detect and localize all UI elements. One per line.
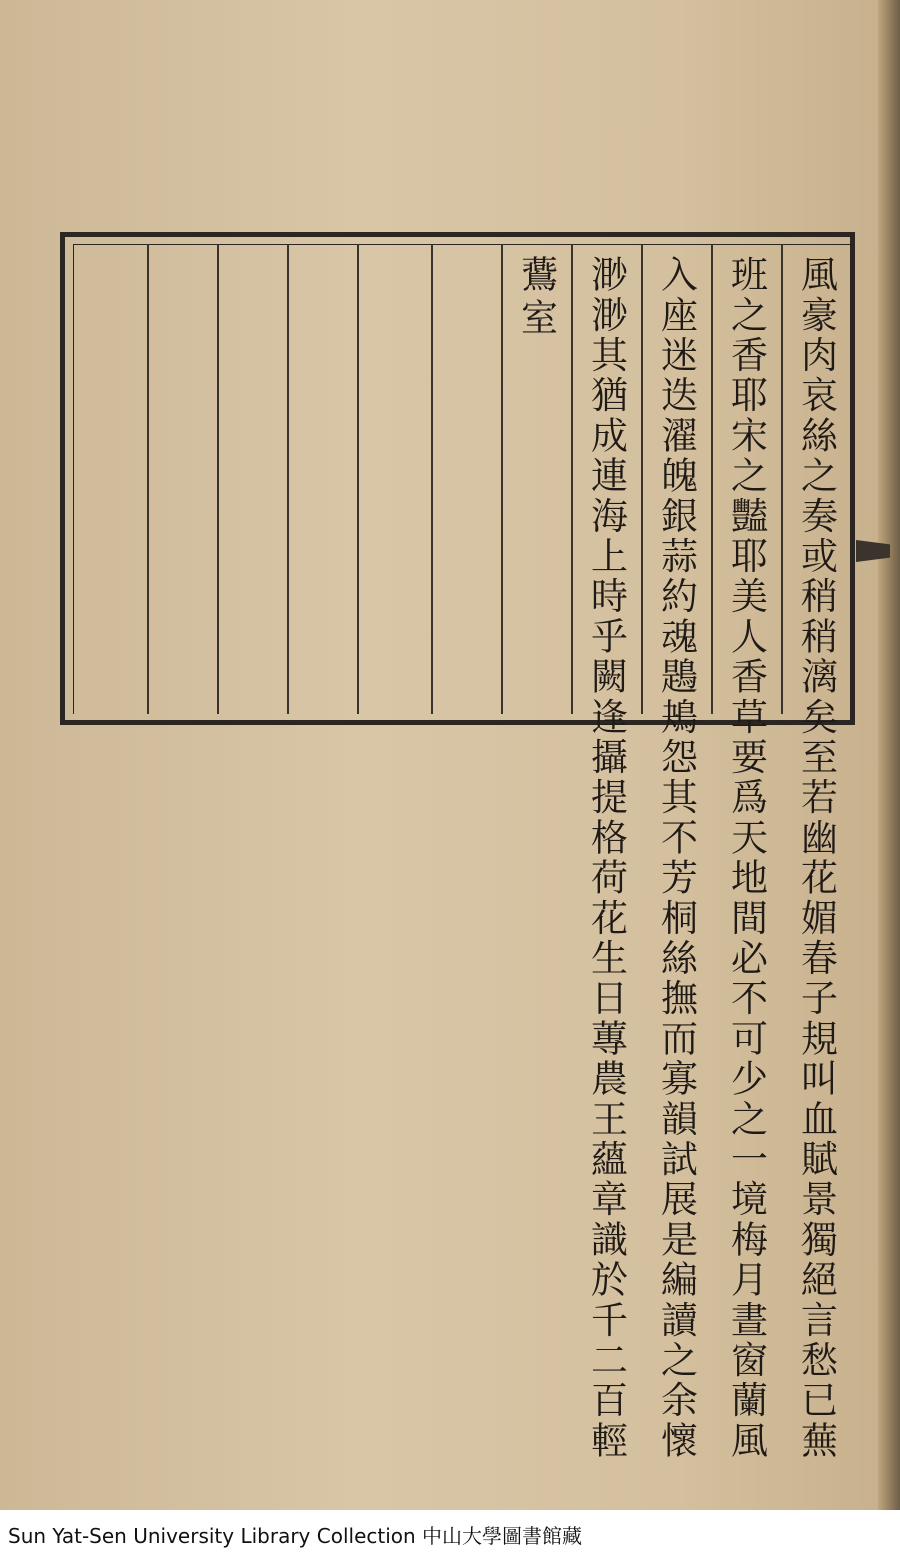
column-rule: [217, 244, 287, 714]
column-rule: [431, 244, 501, 714]
column-rule: [147, 244, 217, 714]
text-column-2: 班之香耶宋之豔耶美人香草要爲天地間必不可少之一境梅月晝窗蘭風: [724, 255, 768, 1461]
text-column-4: 渺渺其猶成連海上時乎闕逢攝提格荷花生日蓴農王蘊章識於千二百輕: [584, 255, 628, 1461]
page-edge: [878, 0, 900, 1510]
text-column-5: 鷰室: [514, 255, 558, 341]
text-column-1: 風豪肉哀絲之奏或稍稍漓矣至若幽花媚春子規叫血賦景獨絕言愁已蕪: [794, 255, 838, 1461]
column-rule: [357, 244, 427, 714]
library-credit: Sun Yat-Sen University Library Collection 中山大學圖書館藏: [8, 1524, 583, 1548]
column-rule: [287, 244, 357, 714]
text-column-3: 入座迷迭濯魄銀蒜約魂鶗鴂怨其不芳桐絲撫而寡韻試展是編讀之余懷: [654, 255, 698, 1461]
